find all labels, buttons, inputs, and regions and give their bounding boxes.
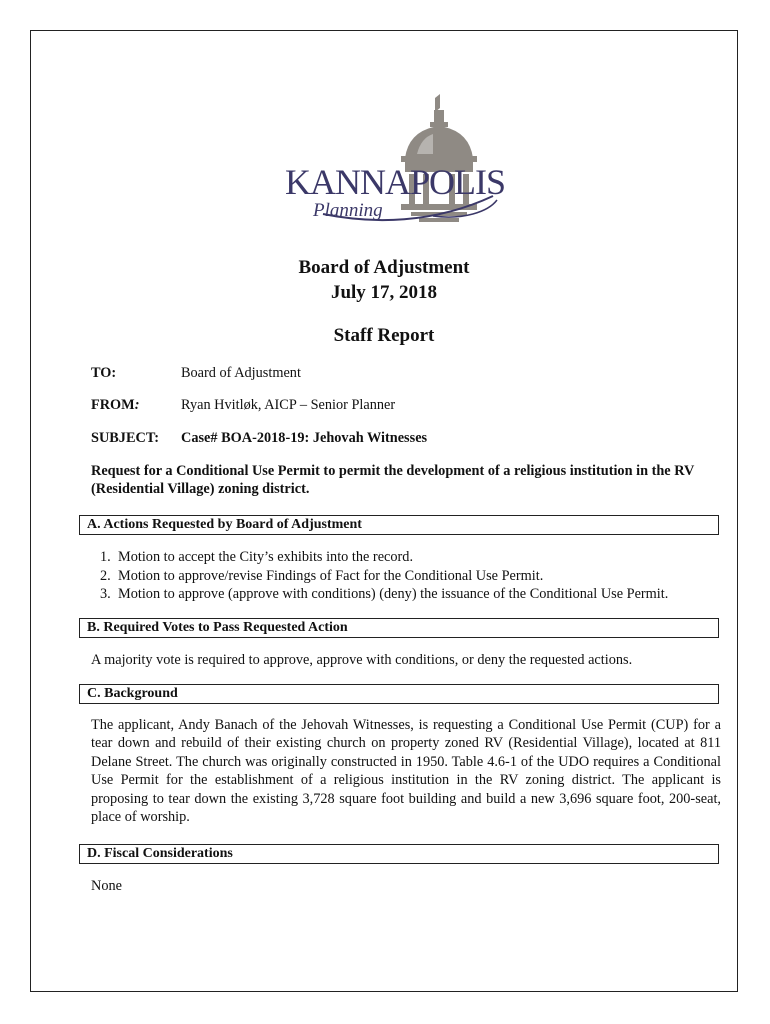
section-c-text: The applicant, Andy Banach of the Jehovah Witnesses, is requesting a Conditional Use Permit (CUP) for a tear down and rebuild of their existing church on property zoned RV (Residential Village), located at 811 Delane Street. The church was originally constructed in 1950. Table 4.6-1 of the UDO requires a Conditional Use Permit for the establishment of a religious institution in the RV zoning district. The applicant is proposing to tear down the existing 3,728 square foot building and build a new 3,696 square foot, 200-seat, place of worship. xyxy=(91,717,721,826)
request-statement: Request for a Conditional Use Permit to permit the development of a religious institution in the RV (Residential Village) zoning district. xyxy=(91,463,695,497)
memo-from-value: Ryan Hvitløk, AICP – Senior Planner xyxy=(181,397,396,413)
kannapolis-planning-logo xyxy=(283,92,523,242)
memo-subject-label: SUBJECT: xyxy=(91,430,160,446)
memo-from-label xyxy=(91,397,139,414)
list-item-number: 3. xyxy=(100,586,111,602)
section-a-heading: A. Actions Requested by Board of Adjustment xyxy=(79,515,719,535)
logo-brand-text: KANNAPOLIS xyxy=(285,162,506,202)
list-item-number: 1. xyxy=(100,549,111,565)
logo-sub-text: Planning xyxy=(313,200,383,221)
memo-to-label: TO: xyxy=(91,365,117,381)
list-item xyxy=(100,548,668,567)
memo-subject-value: Case# BOA-2018-19: Jehovah Witnesses xyxy=(181,430,428,446)
list-item xyxy=(100,567,668,586)
list-item xyxy=(100,585,668,604)
section-c-heading: C. Background xyxy=(79,684,719,704)
memo-to-value: Board of Adjustment xyxy=(181,365,301,381)
section-b-text: A majority vote is required to approve, approve with conditions, or deny the requested actions. xyxy=(91,652,633,668)
report-board-title: Board of Adjustment xyxy=(298,257,470,278)
actions-list xyxy=(100,548,668,604)
dome-logo-icon xyxy=(283,92,523,242)
memo-from-colon: : xyxy=(134,397,140,413)
section-d-text: None xyxy=(91,878,122,894)
report-date: July 17, 2018 xyxy=(330,282,438,303)
memo-from-label-text: FROM xyxy=(91,397,135,413)
report-type-title: Staff Report xyxy=(333,325,435,346)
list-item-number: 2. xyxy=(100,567,111,584)
section-b-heading: B. Required Votes to Pass Requested Action xyxy=(79,618,719,638)
list-item-text: Motion to approve (approve with conditions) (deny) the issuance of the Conditional Use Permit. xyxy=(118,586,669,602)
list-item-text: Motion to approve/revise Findings of Fact for the Conditional Use Permit. xyxy=(118,567,544,584)
list-item-text: Motion to accept the City’s exhibits into the record. xyxy=(118,549,414,565)
section-d-heading: D. Fiscal Considerations xyxy=(79,844,719,864)
